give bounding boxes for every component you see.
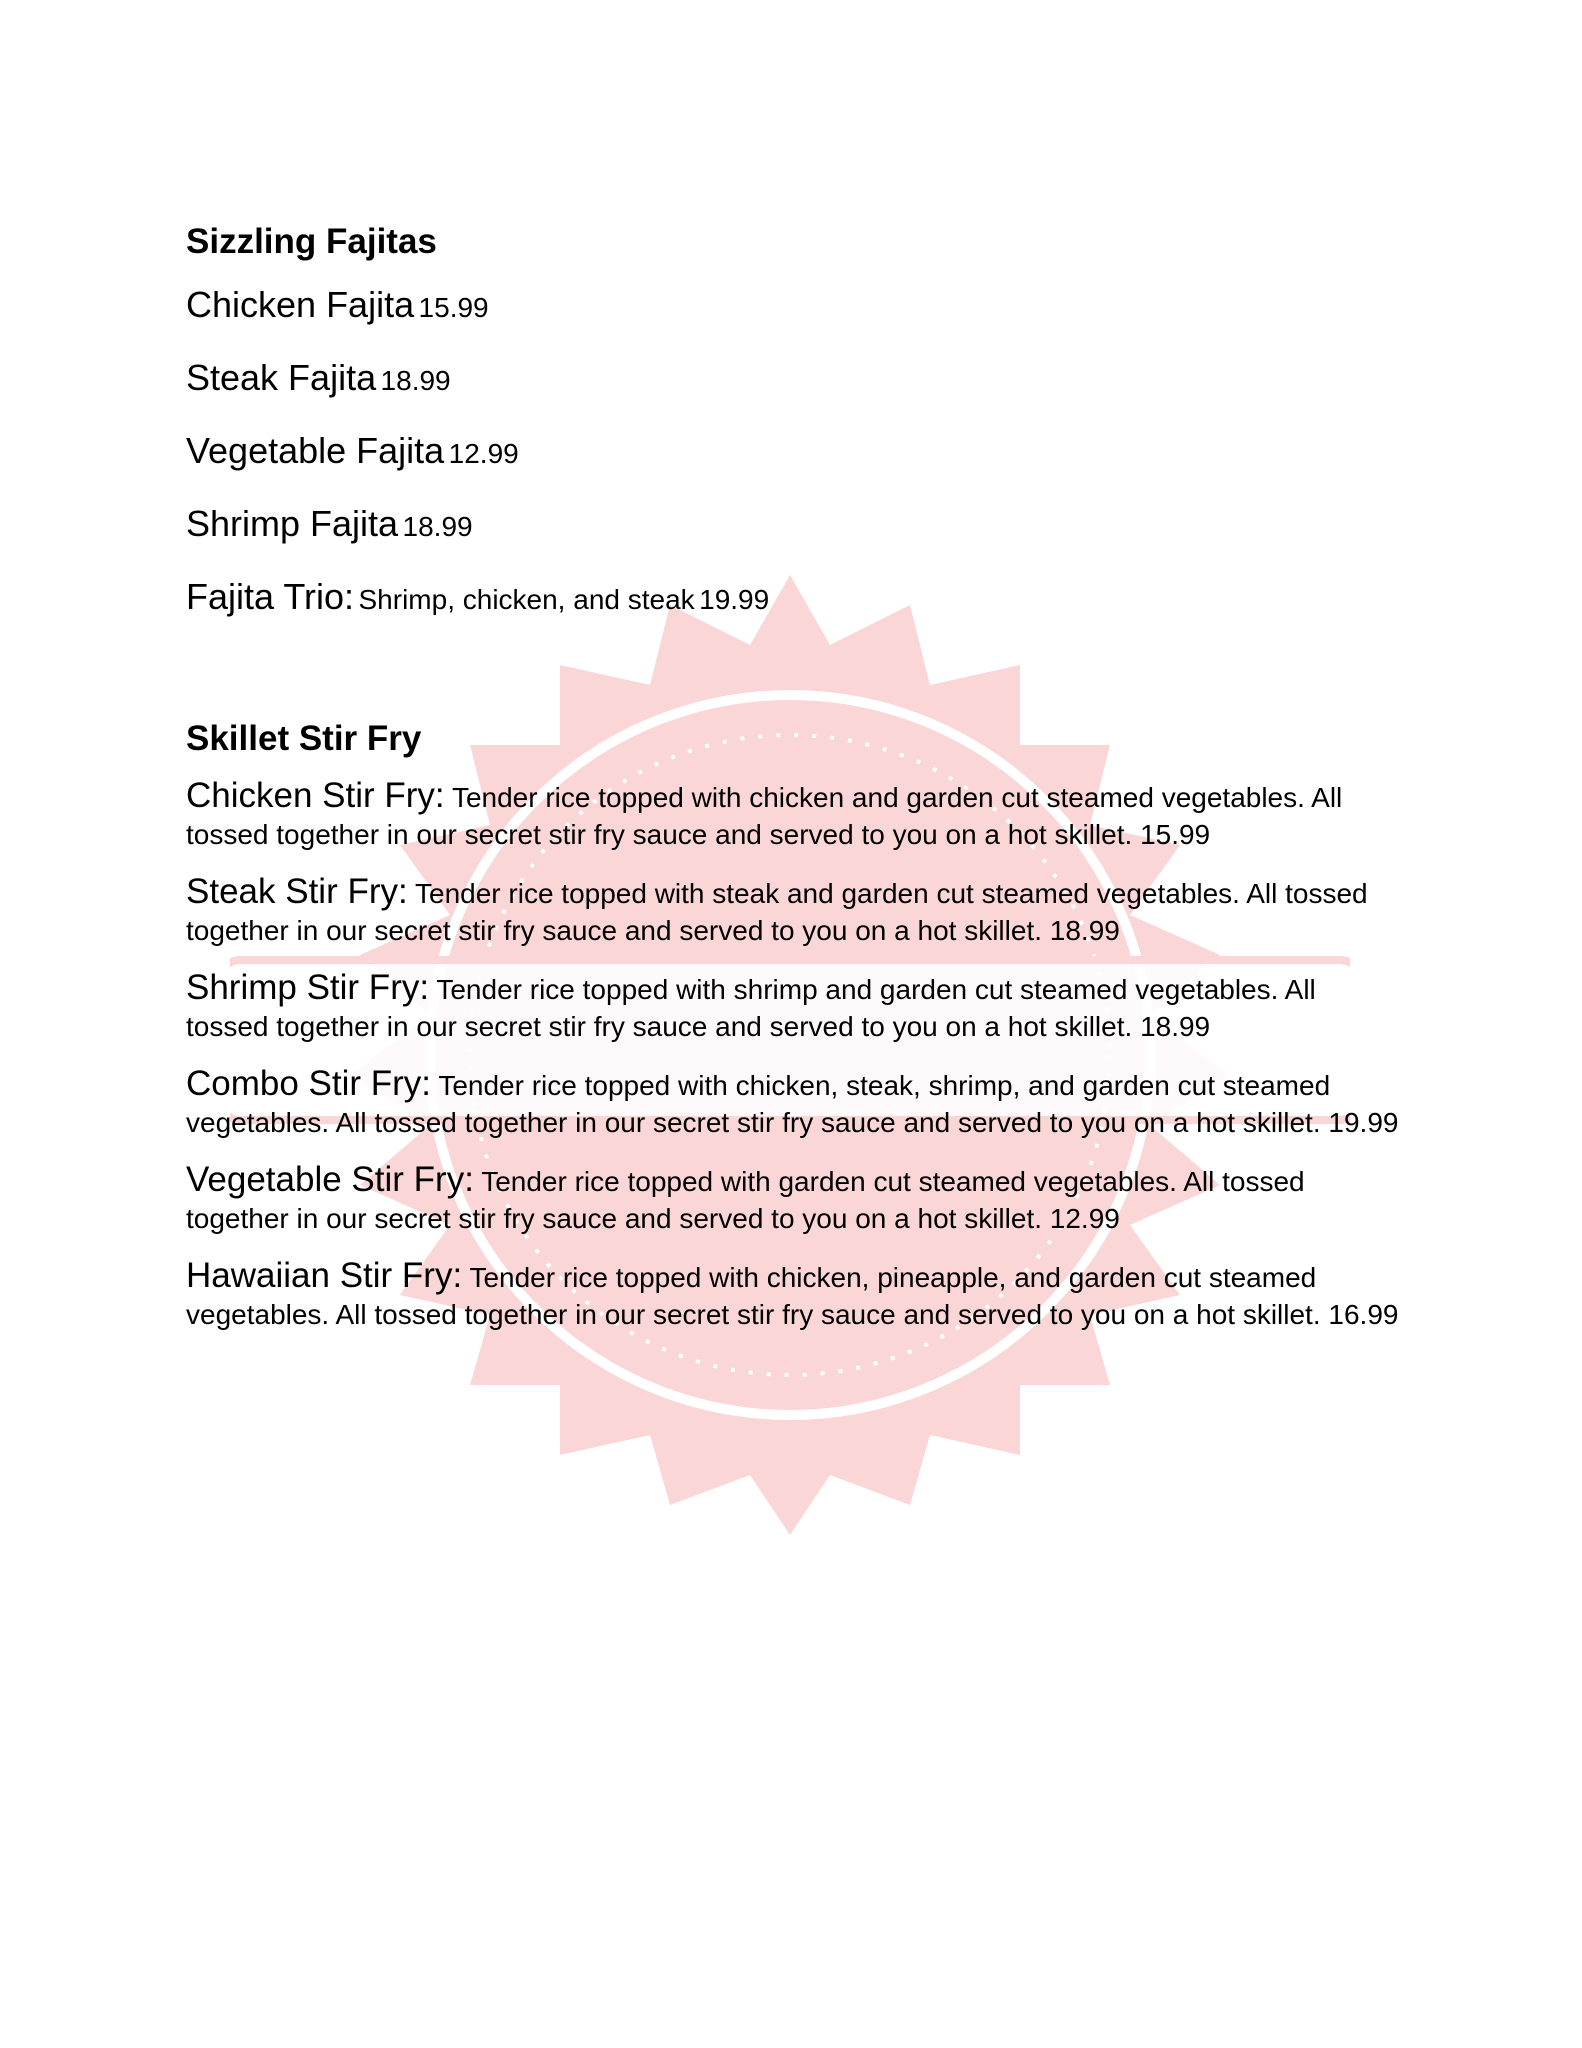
item-price: 15.99 — [418, 292, 489, 323]
item-price: 18.99 — [1049, 915, 1120, 946]
item-description: Tender rice topped with chicken, pineapple, and garden cut steamed vegetables. All tossed together in our secret stir fry sauce and served to you on a hot skillet. — [186, 1262, 1321, 1330]
menu-item — [186, 499, 1406, 556]
menu-item — [186, 1065, 1406, 1141]
item-price: 12.99 — [448, 438, 519, 469]
menu-content — [186, 218, 1406, 1353]
menu-item — [186, 353, 1406, 410]
item-name: Steak Stir Fry: — [186, 872, 408, 911]
item-description: Tender rice topped with garden cut steamed vegetables. All tossed together in our secret stir fry sauce and served to you on a hot skillet. — [186, 1166, 1305, 1234]
item-price: 12.99 — [1049, 1203, 1120, 1234]
menu-item — [186, 426, 1406, 483]
item-name: Vegetable Stir Fry: — [186, 1160, 474, 1199]
fajitas-section — [186, 218, 1406, 629]
item-price: 19.99 — [699, 584, 770, 615]
item-price: 18.99 — [380, 365, 451, 396]
section-title-stir-fry: Skillet Stir Fry — [186, 719, 422, 758]
item-price: 16.99 — [1328, 1299, 1399, 1330]
menu-item — [186, 873, 1406, 949]
item-description: Tender rice topped with steak and garden cut steamed vegetables. All tossed together in our secret stir fry sauce and served to you on a hot skillet. — [186, 878, 1368, 946]
item-price: 18.99 — [1140, 1011, 1211, 1042]
item-name: Shrimp Stir Fry: — [186, 968, 430, 1007]
menu-item — [186, 777, 1406, 853]
item-name: Combo Stir Fry: — [186, 1064, 432, 1103]
menu-item — [186, 1161, 1406, 1237]
item-name: Shrimp Fajita — [186, 503, 399, 544]
item-name: Vegetable Fajita — [186, 430, 445, 471]
item-description: Tender rice topped with chicken and garden cut steamed vegetables. All tossed together in our secret stir fry sauce and served to you on a hot skillet. — [186, 782, 1343, 850]
stir-fry-section — [186, 715, 1406, 1333]
item-name: Chicken Stir Fry: — [186, 776, 445, 815]
item-name: Chicken Fajita — [186, 284, 415, 325]
item-price: 15.99 — [1140, 819, 1211, 850]
item-price: 19.99 — [1328, 1107, 1399, 1138]
item-name: Steak Fajita — [186, 357, 377, 398]
menu-item — [186, 572, 1406, 629]
item-description: Tender rice topped with chicken, steak, shrimp, and garden cut steamed vegetables. All tossed together in our secret stir fry sauce and served to you on a hot skillet. — [186, 1070, 1331, 1138]
menu-item — [186, 1257, 1406, 1333]
item-name: Fajita Trio: — [186, 576, 355, 617]
section-spacer — [186, 645, 1406, 715]
item-price: 18.99 — [402, 511, 473, 542]
item-name: Hawaiian Stir Fry: — [186, 1256, 463, 1295]
menu-item — [186, 969, 1406, 1045]
menu-item — [186, 280, 1406, 337]
item-description: Shrimp, chicken, and steak — [358, 584, 695, 615]
section-title-fajitas: Sizzling Fajitas — [186, 222, 437, 261]
item-description: Tender rice topped with shrimp and garden cut steamed vegetables. All tossed together in our secret stir fry sauce and served to you on a hot skillet. — [186, 974, 1316, 1042]
